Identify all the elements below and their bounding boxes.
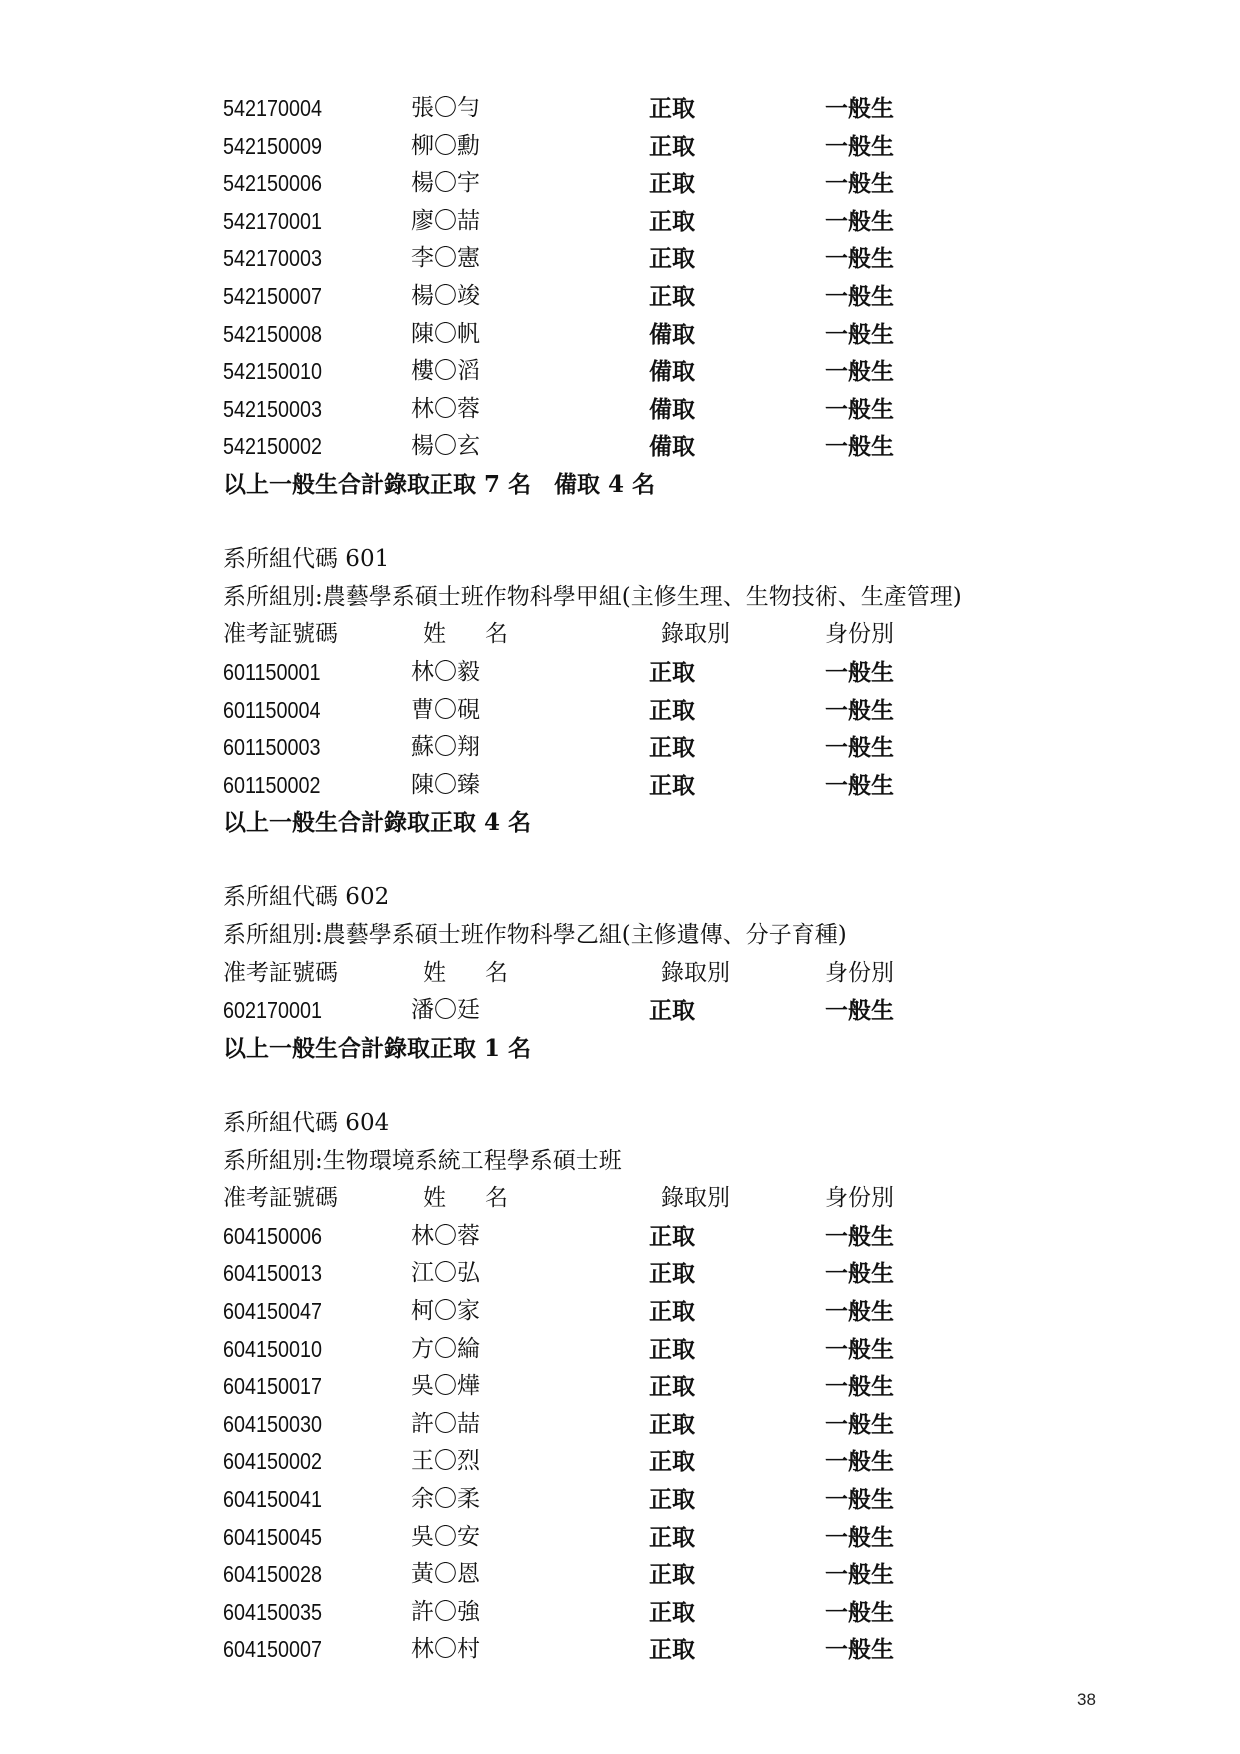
admission-id: 601150003 bbox=[223, 734, 321, 761]
student-name: 許〇強 bbox=[411, 1598, 480, 1625]
header-id: 准考証號碼 bbox=[223, 959, 338, 986]
admission-status: 正取 bbox=[649, 1636, 695, 1664]
header-name-1: 姓 bbox=[423, 1185, 446, 1212]
admission-status: 正取 bbox=[649, 1448, 695, 1476]
header-type: 身份別 bbox=[825, 621, 894, 648]
summary-542: 以上一般生合計錄取正取 7 名 備取 4 名 bbox=[223, 470, 656, 498]
section-code-601: 系所組代碼 601 bbox=[223, 546, 390, 573]
section-542 bbox=[223, 90, 1123, 466]
admission-status: 正取 bbox=[649, 997, 695, 1025]
header-status: 錄取別 bbox=[661, 621, 730, 648]
admission-status: 正取 bbox=[649, 696, 695, 724]
table-header-601 bbox=[223, 616, 1123, 654]
section-601-rows bbox=[223, 654, 1123, 804]
table-row bbox=[223, 1556, 1123, 1594]
student-name: 蘇〇翔 bbox=[411, 734, 480, 761]
table-row bbox=[223, 1519, 1123, 1557]
summary-602: 以上一般生合計錄取正取 1 名 bbox=[223, 1034, 532, 1062]
table-row bbox=[223, 203, 1123, 241]
admission-id: 542150008 bbox=[223, 320, 323, 347]
admission-id: 542150006 bbox=[223, 170, 323, 197]
table-header-602 bbox=[223, 955, 1123, 993]
admission-id: 542150009 bbox=[223, 132, 323, 159]
student-type: 一般生 bbox=[825, 282, 894, 310]
admission-status: 正取 bbox=[649, 771, 695, 799]
student-type: 一般生 bbox=[825, 1260, 894, 1288]
header-name-1: 姓 bbox=[423, 621, 446, 648]
student-name: 黃〇恩 bbox=[411, 1561, 480, 1588]
table-header-604 bbox=[223, 1180, 1123, 1218]
student-type: 一般生 bbox=[825, 997, 894, 1025]
student-name: 廖〇喆 bbox=[411, 207, 480, 234]
table-row bbox=[223, 1443, 1123, 1481]
student-type: 一般生 bbox=[825, 771, 894, 799]
admission-status: 正取 bbox=[649, 282, 695, 310]
admission-status: 正取 bbox=[649, 1561, 695, 1589]
student-name: 柯〇家 bbox=[411, 1298, 480, 1324]
table-row bbox=[223, 90, 1123, 128]
admission-id: 604150002 bbox=[223, 1448, 323, 1475]
student-name: 楊〇竣 bbox=[411, 282, 480, 309]
student-name: 林〇蓉 bbox=[411, 395, 480, 422]
table-row bbox=[223, 1293, 1123, 1331]
student-type: 一般生 bbox=[825, 132, 894, 160]
admission-status: 備取 bbox=[649, 433, 695, 461]
table-row bbox=[223, 654, 1123, 692]
admission-id: 604150030 bbox=[223, 1410, 323, 1437]
student-name: 楊〇玄 bbox=[411, 433, 480, 460]
admission-id: 601150004 bbox=[223, 696, 321, 723]
student-type: 一般生 bbox=[825, 734, 894, 762]
student-name: 王〇烈 bbox=[411, 1448, 480, 1475]
admission-status: 正取 bbox=[649, 1373, 695, 1401]
admission-list-page bbox=[223, 90, 1123, 1669]
admission-id: 604150017 bbox=[223, 1373, 323, 1400]
section-dept-601: 系所組別:農藝學系碩士班作物科學甲組(主修生理、生物技術、生產管理) bbox=[223, 583, 962, 610]
admission-id: 604150013 bbox=[223, 1260, 323, 1287]
admission-status: 正取 bbox=[649, 1410, 695, 1438]
admission-status: 正取 bbox=[649, 1335, 695, 1363]
admission-status: 正取 bbox=[649, 95, 695, 122]
admission-status: 正取 bbox=[649, 734, 695, 762]
table-row bbox=[223, 1368, 1123, 1406]
table-row bbox=[223, 1481, 1123, 1519]
header-type: 身份別 bbox=[825, 959, 894, 986]
student-name: 林〇毅 bbox=[411, 658, 480, 685]
student-type: 一般生 bbox=[825, 207, 894, 235]
student-name: 張〇勻 bbox=[411, 95, 480, 121]
student-name: 方〇綸 bbox=[411, 1335, 480, 1362]
student-name: 江〇弘 bbox=[411, 1260, 480, 1287]
student-type: 一般生 bbox=[825, 1561, 894, 1589]
admission-status: 正取 bbox=[649, 132, 695, 160]
admission-id: 604150028 bbox=[223, 1561, 323, 1588]
admission-id: 542150007 bbox=[223, 282, 323, 309]
student-name: 許〇喆 bbox=[411, 1410, 480, 1437]
header-name-2: 名 bbox=[485, 621, 508, 648]
table-row bbox=[223, 165, 1123, 203]
student-name: 樓〇滔 bbox=[411, 358, 480, 385]
table-row bbox=[223, 278, 1123, 316]
table-row bbox=[223, 316, 1123, 354]
student-name: 余〇柔 bbox=[411, 1485, 480, 1512]
header-type: 身份別 bbox=[825, 1185, 894, 1212]
student-name: 吳〇燁 bbox=[411, 1373, 480, 1400]
student-type: 一般生 bbox=[825, 1448, 894, 1476]
admission-status: 正取 bbox=[649, 170, 695, 198]
section-code-604: 系所組代碼 604 bbox=[223, 1110, 390, 1137]
table-row bbox=[223, 992, 1123, 1030]
summary-601: 以上一般生合計錄取正取 4 名 bbox=[223, 809, 532, 837]
student-type: 一般生 bbox=[825, 245, 894, 273]
admission-id: 604150035 bbox=[223, 1598, 323, 1625]
student-name: 陳〇帆 bbox=[411, 320, 480, 347]
header-id: 准考証號碼 bbox=[223, 1185, 338, 1212]
section-code-602: 系所組代碼 602 bbox=[223, 884, 390, 911]
admission-status: 正取 bbox=[649, 1222, 695, 1250]
table-row bbox=[223, 1218, 1123, 1256]
admission-id: 542150002 bbox=[223, 433, 323, 460]
table-row bbox=[223, 1594, 1123, 1632]
admission-id: 601150002 bbox=[223, 771, 321, 798]
student-name: 潘〇廷 bbox=[411, 997, 480, 1024]
table-row bbox=[223, 353, 1123, 391]
student-type: 一般生 bbox=[825, 1598, 894, 1626]
table-row bbox=[223, 1406, 1123, 1444]
admission-id: 604150007 bbox=[223, 1636, 323, 1663]
student-name: 李〇憲 bbox=[411, 245, 480, 272]
student-type: 一般生 bbox=[825, 395, 894, 423]
admission-id: 604150047 bbox=[223, 1298, 323, 1324]
header-id: 准考証號碼 bbox=[223, 621, 338, 648]
student-type: 一般生 bbox=[825, 170, 894, 198]
student-type: 一般生 bbox=[825, 1373, 894, 1401]
admission-status: 正取 bbox=[649, 1523, 695, 1551]
table-row bbox=[223, 391, 1123, 429]
table-row bbox=[223, 692, 1123, 730]
student-name: 林〇村 bbox=[411, 1636, 480, 1663]
student-type: 一般生 bbox=[825, 1298, 894, 1325]
table-row bbox=[223, 128, 1123, 166]
section-604-rows bbox=[223, 1218, 1123, 1669]
student-type: 一般生 bbox=[825, 1485, 894, 1513]
student-type: 一般生 bbox=[825, 320, 894, 348]
student-type: 一般生 bbox=[825, 95, 894, 122]
admission-status: 正取 bbox=[649, 1260, 695, 1288]
student-name: 林〇蓉 bbox=[411, 1222, 480, 1249]
admission-id: 604150045 bbox=[223, 1523, 323, 1550]
admission-status: 正取 bbox=[649, 1298, 695, 1325]
student-type: 一般生 bbox=[825, 1222, 894, 1250]
header-name-1: 姓 bbox=[423, 959, 446, 986]
admission-status: 正取 bbox=[649, 207, 695, 235]
student-type: 一般生 bbox=[825, 658, 894, 686]
student-type: 一般生 bbox=[825, 1523, 894, 1551]
student-name: 楊〇宇 bbox=[411, 170, 480, 197]
table-row bbox=[223, 1255, 1123, 1293]
admission-id: 542170001 bbox=[223, 207, 323, 234]
page-number: 38 bbox=[1077, 1690, 1096, 1709]
student-type: 一般生 bbox=[825, 1410, 894, 1438]
admission-status: 備取 bbox=[649, 320, 695, 348]
header-name-2: 名 bbox=[485, 1185, 508, 1212]
student-type: 一般生 bbox=[825, 1335, 894, 1363]
student-name: 吳〇安 bbox=[411, 1523, 480, 1550]
student-name: 曹〇硯 bbox=[411, 696, 480, 723]
admission-id: 542150003 bbox=[223, 395, 323, 422]
student-type: 一般生 bbox=[825, 358, 894, 386]
admission-id: 602170001 bbox=[223, 997, 323, 1024]
admission-id: 542170003 bbox=[223, 245, 323, 272]
table-row bbox=[223, 1631, 1123, 1669]
section-dept-604: 系所組別:生物環境系統工程學系碩士班 bbox=[223, 1147, 622, 1174]
table-row bbox=[223, 1331, 1123, 1369]
student-type: 一般生 bbox=[825, 433, 894, 461]
student-name: 柳〇勳 bbox=[411, 132, 480, 159]
student-type: 一般生 bbox=[825, 696, 894, 724]
admission-status: 備取 bbox=[649, 358, 695, 386]
table-row bbox=[223, 767, 1123, 805]
header-name-2: 名 bbox=[485, 959, 508, 986]
student-type: 一般生 bbox=[825, 1636, 894, 1664]
table-row bbox=[223, 729, 1123, 767]
admission-id: 542150010 bbox=[223, 358, 323, 385]
admission-status: 正取 bbox=[649, 245, 695, 273]
table-row bbox=[223, 240, 1123, 278]
table-row bbox=[223, 428, 1123, 466]
admission-status: 正取 bbox=[649, 658, 695, 686]
admission-id: 604150010 bbox=[223, 1335, 323, 1362]
admission-id: 604150006 bbox=[223, 1222, 323, 1249]
admission-status: 備取 bbox=[649, 395, 695, 423]
header-status: 錄取別 bbox=[661, 959, 730, 986]
section-dept-602: 系所組別:農藝學系碩士班作物科學乙組(主修遺傳、分子育種) bbox=[223, 922, 847, 949]
admission-id: 542170004 bbox=[223, 95, 323, 121]
admission-status: 正取 bbox=[649, 1598, 695, 1626]
admission-id: 604150041 bbox=[223, 1485, 323, 1512]
section-602-rows bbox=[223, 992, 1123, 1030]
header-status: 錄取別 bbox=[661, 1185, 730, 1212]
student-name: 陳〇臻 bbox=[411, 771, 480, 798]
admission-id: 601150001 bbox=[223, 658, 321, 685]
admission-status: 正取 bbox=[649, 1485, 695, 1513]
